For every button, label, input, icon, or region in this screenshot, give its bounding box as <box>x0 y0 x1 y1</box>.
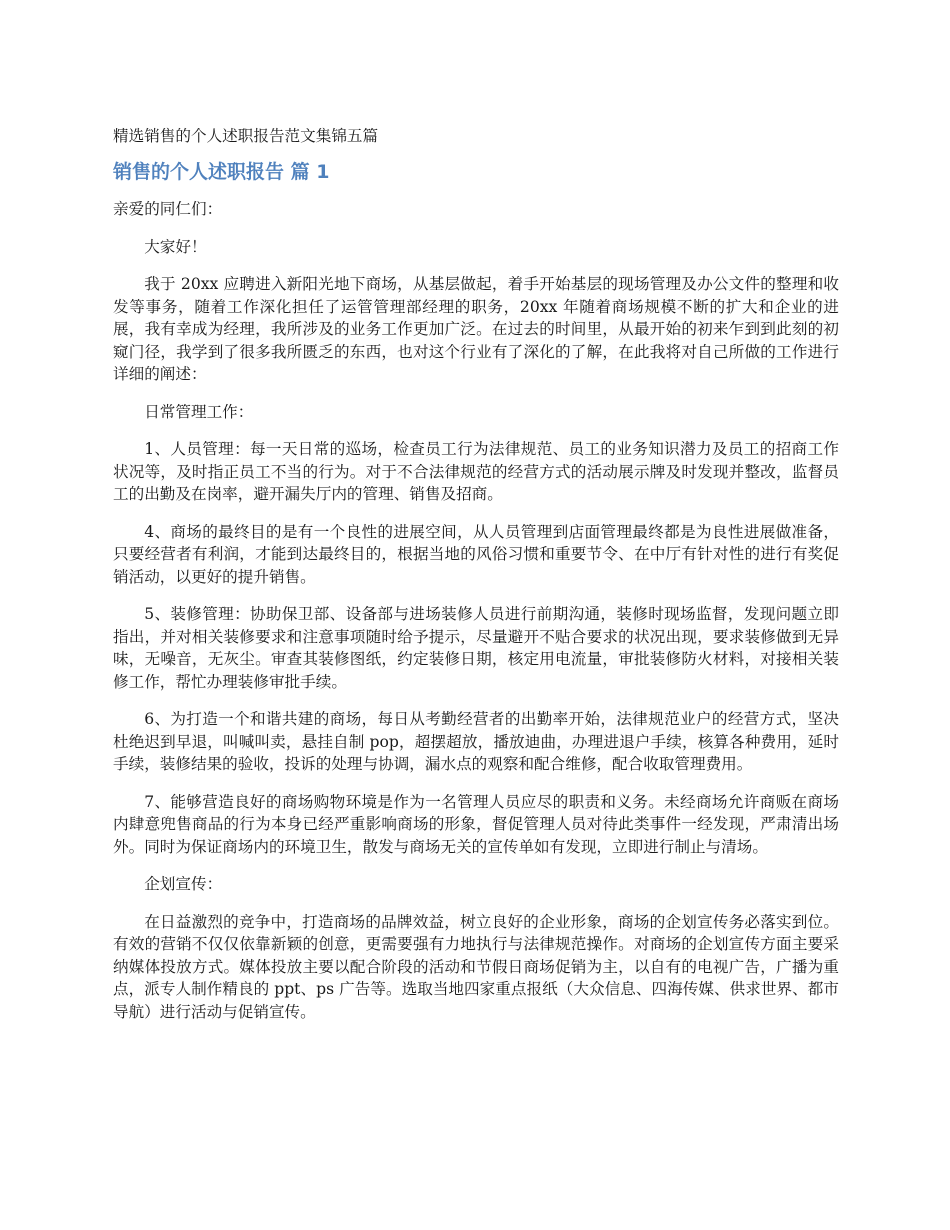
greeting: 大家好！ <box>144 237 207 256</box>
document-body <box>113 124 839 1038</box>
paragraph-shopping-environment: 7、能够营造良好的商场购物环境是作为一名管理人员应尽的职责和义务。未经商场允许商贩在商场内肆意兜售商品的行为本身已经严重影响商场的形象，督促管理人员对待此类事件一经发现，严肃清出场外。同时为保证商场内的环境卫生，散发与商场无关的宣传单如有发现，立即进行制止与清场。 <box>113 792 839 856</box>
section-heading: 销售的个人述职报告 篇 1 <box>113 161 330 183</box>
subheading-planning-promotion: 企划宣传： <box>144 875 223 893</box>
intro-paragraph: 我于 20xx 应聘进入新阳光地下商场，从基层做起，着手开始基层的现场管理及办公文件的整理和收发等事务，随着工作深化担任了运管管理部经理的职务，20xx 年随着商场规模不断的扩大和企业的进展，我有幸成为经理，我所涉及的业务工作更加广泛。在过去的时间里，从最开始的初来乍到到此刻的初窥门径，我学到了很多我所匮乏的东西，也对这个行业有了深化的了解，在此我将对自己所做的工作进行详细的阐述： <box>113 275 839 383</box>
paragraph-renovation-management: 5、装修管理：协助保卫部、设备部与进场装修人员进行前期沟通，装修时现场监督，发现问题立即指出，并对相关装修要求和注意事项随时给予提示，尽量避开不贴合要求的状况出现，要求装修做到无异味，无噪音，无灰尘。审查其装修图纸，约定装修日期，核定用电流量，审批装修防火材料，对接相关装修工作，帮忙办理装修审批手续。 <box>113 605 839 691</box>
salutation: 亲爱的同仁们： <box>113 200 223 218</box>
subheading-daily-management: 日常管理工作： <box>144 402 254 421</box>
paragraph-promotion: 在日益激烈的竞争中，打造商场的品牌效益，树立良好的企业形象，商场的企划宣传务必落实到位。有效的营销不仅仅依靠新颖的创意，更需要强有力地执行与法律规范操作。对商场的企划宣传方面主要采纳媒体投放方式。媒体投放主要以配合阶段的活动和节假日商场促销为主，以自有的电视广告，广播为重点，派专人制作精良的 ppt、ps 广告等。选取当地四家重点报纸（大众信息、四海传媒、供求世界、都市导航）进行活动与促销宣传。 <box>113 912 839 1021</box>
paragraph-harmonious-mall: 6、为打造一个和谐共建的商场，每日从考勤经营者的出勤率开始，法律规范业户的经营方式，坚决杜绝迟到早退，叫喊叫卖，悬挂自制 pop，超摆超放，播放迪曲，办理进退户手续，核算各种费用，延时手续，装修结果的验收，投诉的处理与协调，漏水点的观察和配合维修，配合收取管理费用。 <box>113 710 839 773</box>
paragraph-mall-goal: 4、商场的最终目的是有一个良性的进展空间，从人员管理到店面管理最终都是为良性进展做准备，只要经营者有利润，才能到达最终目的，根据当地的风俗习惯和重要节令、在中厅有针对性的进行有奖促销活动，以更好的提升销售。 <box>113 522 839 586</box>
paragraph-staff-management: 1、人员管理：每一天日常的巡场，检查员工行为法律规范、员工的业务知识潜力及员工的招商工作状况等，及时指正员工不当的行为。对于不合法律规范的经营方式的活动展示牌及时发现并整改，监督员工的出勤及在岗率，避开漏失厅内的管理、销售及招商。 <box>113 440 839 503</box>
document-title: 精选销售的个人述职报告范文集锦五篇 <box>113 127 379 145</box>
